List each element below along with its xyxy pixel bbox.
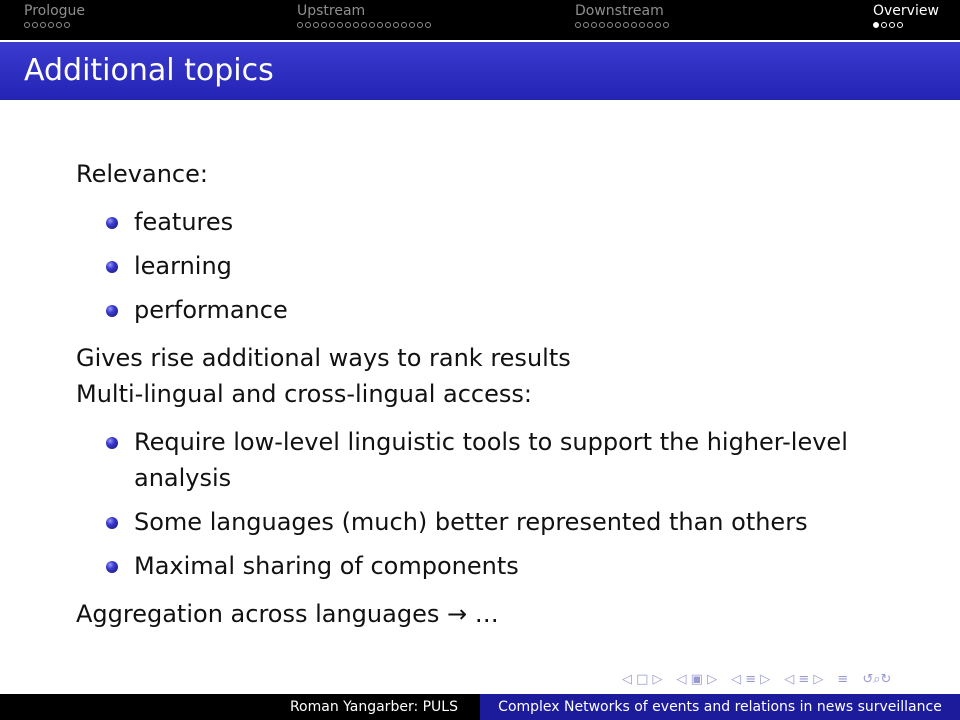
- nav-frame-dot[interactable]: [337, 22, 343, 28]
- nav-frame-dot[interactable]: [873, 22, 879, 28]
- nav-section-title[interactable]: Upstream: [297, 3, 366, 19]
- footer-talk-title: Complex Networks of events and relations in news surveillance: [480, 694, 960, 720]
- nav-frame-dot[interactable]: [647, 22, 653, 28]
- nav-frame-dot[interactable]: [409, 22, 415, 28]
- aggregation-line: Aggregation across languages → …: [76, 600, 499, 628]
- nav-section-upstream[interactable]: [297, 2, 431, 28]
- nav-section-title[interactable]: Downstream: [575, 3, 664, 19]
- bullet-ball-icon: [106, 561, 118, 573]
- nav-section-prologue[interactable]: [24, 2, 85, 28]
- nav-frame-dot[interactable]: [48, 22, 54, 28]
- nav-frame-dot[interactable]: [575, 22, 581, 28]
- nav-section-title[interactable]: Prologue: [24, 3, 86, 19]
- search-icon[interactable]: ↺⌕↻: [862, 672, 892, 687]
- list-item: [106, 504, 916, 540]
- frame-title-band: [0, 40, 960, 100]
- nav-frame-dot[interactable]: [889, 22, 895, 28]
- nav-frame-dot[interactable]: [377, 22, 383, 28]
- nav-frame-dot[interactable]: [32, 22, 38, 28]
- rank-results-line: Gives rise additional ways to rank results: [76, 344, 571, 372]
- frame-nav-icon[interactable]: ◁ □ ▷: [622, 672, 663, 687]
- nav-section-title[interactable]: Overview: [873, 3, 939, 19]
- nav-frame-dot[interactable]: [385, 22, 391, 28]
- list-item: [106, 548, 916, 584]
- frame-title: Additional topics: [24, 53, 274, 88]
- list-item-text: features: [134, 208, 234, 236]
- nav-frame-dot[interactable]: [881, 22, 887, 28]
- nav-frame-dot[interactable]: [417, 22, 423, 28]
- nav-frame-dot[interactable]: [401, 22, 407, 28]
- nav-frame-dot[interactable]: [425, 22, 431, 28]
- nav-frame-dot[interactable]: [64, 22, 70, 28]
- nav-frame-dot[interactable]: [345, 22, 351, 28]
- nav-frame-dot[interactable]: [663, 22, 669, 28]
- nav-frame-dot[interactable]: [40, 22, 46, 28]
- list-item-text: Some languages (much) better represented than others: [134, 508, 808, 536]
- bullet-ball-icon: [106, 437, 118, 449]
- nav-frame-dot[interactable]: [329, 22, 335, 28]
- nav-section-downstream[interactable]: [575, 2, 669, 28]
- section-nav-icon[interactable]: ◁ ≡ ▷: [731, 672, 771, 687]
- nav-frame-dot[interactable]: [369, 22, 375, 28]
- nav-frame-dot[interactable]: [353, 22, 359, 28]
- footline: [0, 694, 960, 720]
- nav-frame-dots[interactable]: [873, 22, 939, 28]
- nav-frame-dot[interactable]: [583, 22, 589, 28]
- toc-icon[interactable]: ≡: [837, 672, 849, 687]
- document-nav-icon[interactable]: ◁ ≡ ▷: [784, 672, 824, 687]
- footer-author: Roman Yangarber: PULS: [0, 694, 480, 720]
- list-item-text: learning: [134, 252, 232, 280]
- list-item: [106, 292, 916, 328]
- list-item: [106, 204, 916, 240]
- nav-frame-dot[interactable]: [897, 22, 903, 28]
- nav-frame-dot[interactable]: [56, 22, 62, 28]
- nav-frame-dot[interactable]: [297, 22, 303, 28]
- bullet-ball-icon: [106, 217, 118, 229]
- section-navigation-bar: [0, 0, 960, 40]
- list-item-text: Require low-level linguistic tools to support the higher-level analysis: [134, 428, 848, 492]
- beamer-navigation-symbols: [622, 670, 891, 690]
- list-item: [106, 248, 916, 284]
- nav-frame-dot[interactable]: [599, 22, 605, 28]
- list-item: [106, 424, 916, 496]
- bullet-ball-icon: [106, 261, 118, 273]
- nav-frame-dot[interactable]: [361, 22, 367, 28]
- nav-frame-dot[interactable]: [623, 22, 629, 28]
- slide-body: [76, 156, 916, 632]
- bullet-ball-icon: [106, 517, 118, 529]
- nav-frame-dots[interactable]: [297, 22, 431, 28]
- subsection-nav-icon[interactable]: ◁ ▣ ▷: [676, 672, 718, 687]
- nav-frame-dot[interactable]: [305, 22, 311, 28]
- list-item-text: Maximal sharing of components: [134, 552, 519, 580]
- nav-frame-dot[interactable]: [393, 22, 399, 28]
- nav-frame-dot[interactable]: [607, 22, 613, 28]
- multilingual-list: [76, 424, 916, 584]
- bullet-ball-icon: [106, 305, 118, 317]
- nav-frame-dot[interactable]: [655, 22, 661, 28]
- nav-frame-dots[interactable]: [24, 22, 85, 28]
- nav-frame-dot[interactable]: [639, 22, 645, 28]
- nav-frame-dot[interactable]: [631, 22, 637, 28]
- nav-frame-dot[interactable]: [321, 22, 327, 28]
- nav-frame-dot[interactable]: [591, 22, 597, 28]
- nav-section-overview[interactable]: [873, 2, 939, 28]
- nav-frame-dots[interactable]: [575, 22, 669, 28]
- nav-frame-dot[interactable]: [313, 22, 319, 28]
- nav-frame-dot[interactable]: [615, 22, 621, 28]
- nav-frame-dot[interactable]: [24, 22, 30, 28]
- multilingual-label: Multi-lingual and cross-lingual access:: [76, 380, 532, 408]
- list-item-text: performance: [134, 296, 288, 324]
- relevance-label: Relevance:: [76, 160, 208, 188]
- relevance-list: [76, 204, 916, 328]
